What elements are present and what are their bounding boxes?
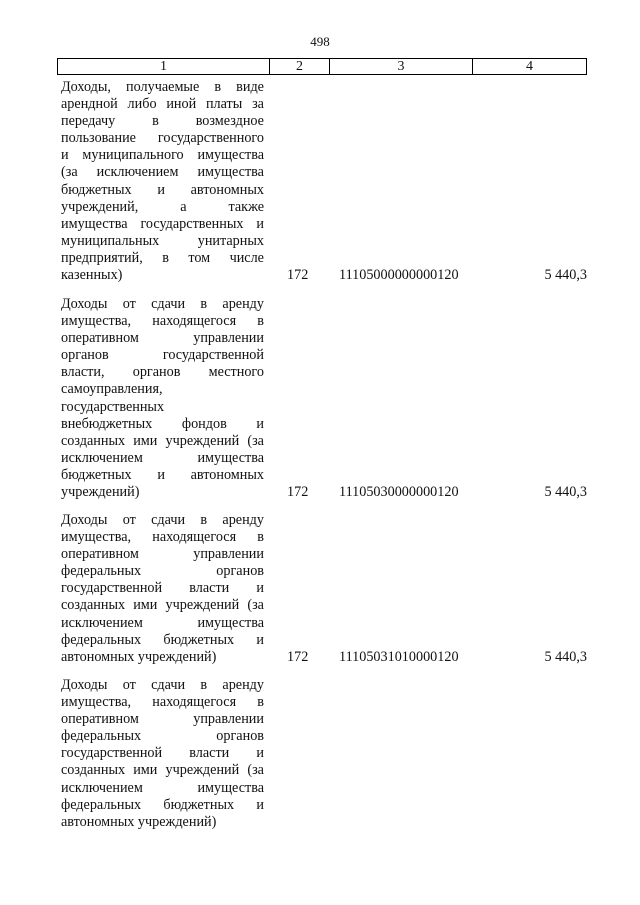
description-line: самоуправления, xyxy=(61,381,163,398)
row-admin-code: 172 xyxy=(287,484,309,500)
row-kbk-code: 11105031010000120 xyxy=(339,649,459,665)
description-line: Доходы от сдачи в аренду xyxy=(61,512,264,528)
description-line: власти, органов местного xyxy=(61,364,264,381)
description-line: государственной власти и xyxy=(61,745,264,762)
page-number: 498 xyxy=(310,34,330,49)
description-line: имущества, находящегося в xyxy=(61,529,264,546)
description-line: предприятий, в том числе xyxy=(61,249,264,266)
row-description xyxy=(61,79,264,284)
row-description xyxy=(61,296,264,501)
row-admin-code: 172 xyxy=(287,649,309,665)
row-description xyxy=(61,512,264,666)
description-line: созданных ими учреждений (за xyxy=(61,597,264,614)
description-line: федеральных органов xyxy=(61,563,264,580)
row-amount: 5 440,3 xyxy=(544,484,587,500)
description-line: арендной либо иной платы за xyxy=(61,96,264,113)
description-line: имущества, находящегося в xyxy=(61,313,264,330)
description-line: федеральных бюджетных и xyxy=(61,796,264,813)
description-line: оперативном управлении xyxy=(61,330,264,347)
description-line: Доходы от сдачи в аренду xyxy=(61,677,264,693)
description-line: Доходы, получаемые в виде xyxy=(61,79,264,95)
header-col-3: 3 xyxy=(330,59,473,74)
description-line: государственных xyxy=(61,398,165,415)
description-line: (за исключением имущества xyxy=(61,164,264,181)
description-line: пользование государственного xyxy=(61,130,264,147)
description-line: учреждений) xyxy=(61,484,140,501)
description-line: созданных ими учреждений (за xyxy=(61,432,264,449)
row-description xyxy=(61,677,264,831)
description-line: автономных учреждений) xyxy=(61,648,217,665)
description-line: казенных) xyxy=(61,267,123,284)
description-line: имущества государственных и xyxy=(61,215,264,232)
description-line: учреждений, а также xyxy=(61,198,264,215)
description-line: внебюджетных фондов и xyxy=(61,415,264,432)
row-kbk-code: 11105030000000120 xyxy=(339,484,459,500)
row-amount: 5 440,3 xyxy=(544,649,587,665)
description-line: Доходы от сдачи в аренду xyxy=(61,296,264,312)
description-line: автономных учреждений) xyxy=(61,813,217,830)
description-line: муниципальных унитарных xyxy=(61,232,264,249)
header-col-4: 4 xyxy=(526,59,533,74)
description-line: имущества, находящегося в xyxy=(61,694,264,711)
description-line: исключением имущества xyxy=(61,614,264,631)
row-amount: 5 440,3 xyxy=(544,267,587,283)
description-line: бюджетных и автономных xyxy=(61,466,264,483)
description-line: государственной власти и xyxy=(61,580,264,597)
description-line: оперативном управлении xyxy=(61,711,264,728)
description-line: бюджетных и автономных xyxy=(61,181,264,198)
description-line: исключением имущества xyxy=(61,779,264,796)
description-line: оперативном управлении xyxy=(61,546,264,563)
description-line: исключением имущества xyxy=(61,449,264,466)
header-col-2: 2 xyxy=(270,59,330,74)
table-header-row xyxy=(57,58,587,75)
description-line: федеральных органов xyxy=(61,728,264,745)
row-admin-code: 172 xyxy=(287,267,309,283)
description-line: и муниципального имущества xyxy=(61,147,264,164)
row-kbk-code: 11105000000000120 xyxy=(339,267,459,283)
description-line: передачу в возмездное xyxy=(61,113,264,130)
description-line: федеральных бюджетных и xyxy=(61,631,264,648)
header-col-1: 1 xyxy=(58,59,270,74)
description-line: созданных ими учреждений (за xyxy=(61,762,264,779)
description-line: органов государственной xyxy=(61,347,264,364)
